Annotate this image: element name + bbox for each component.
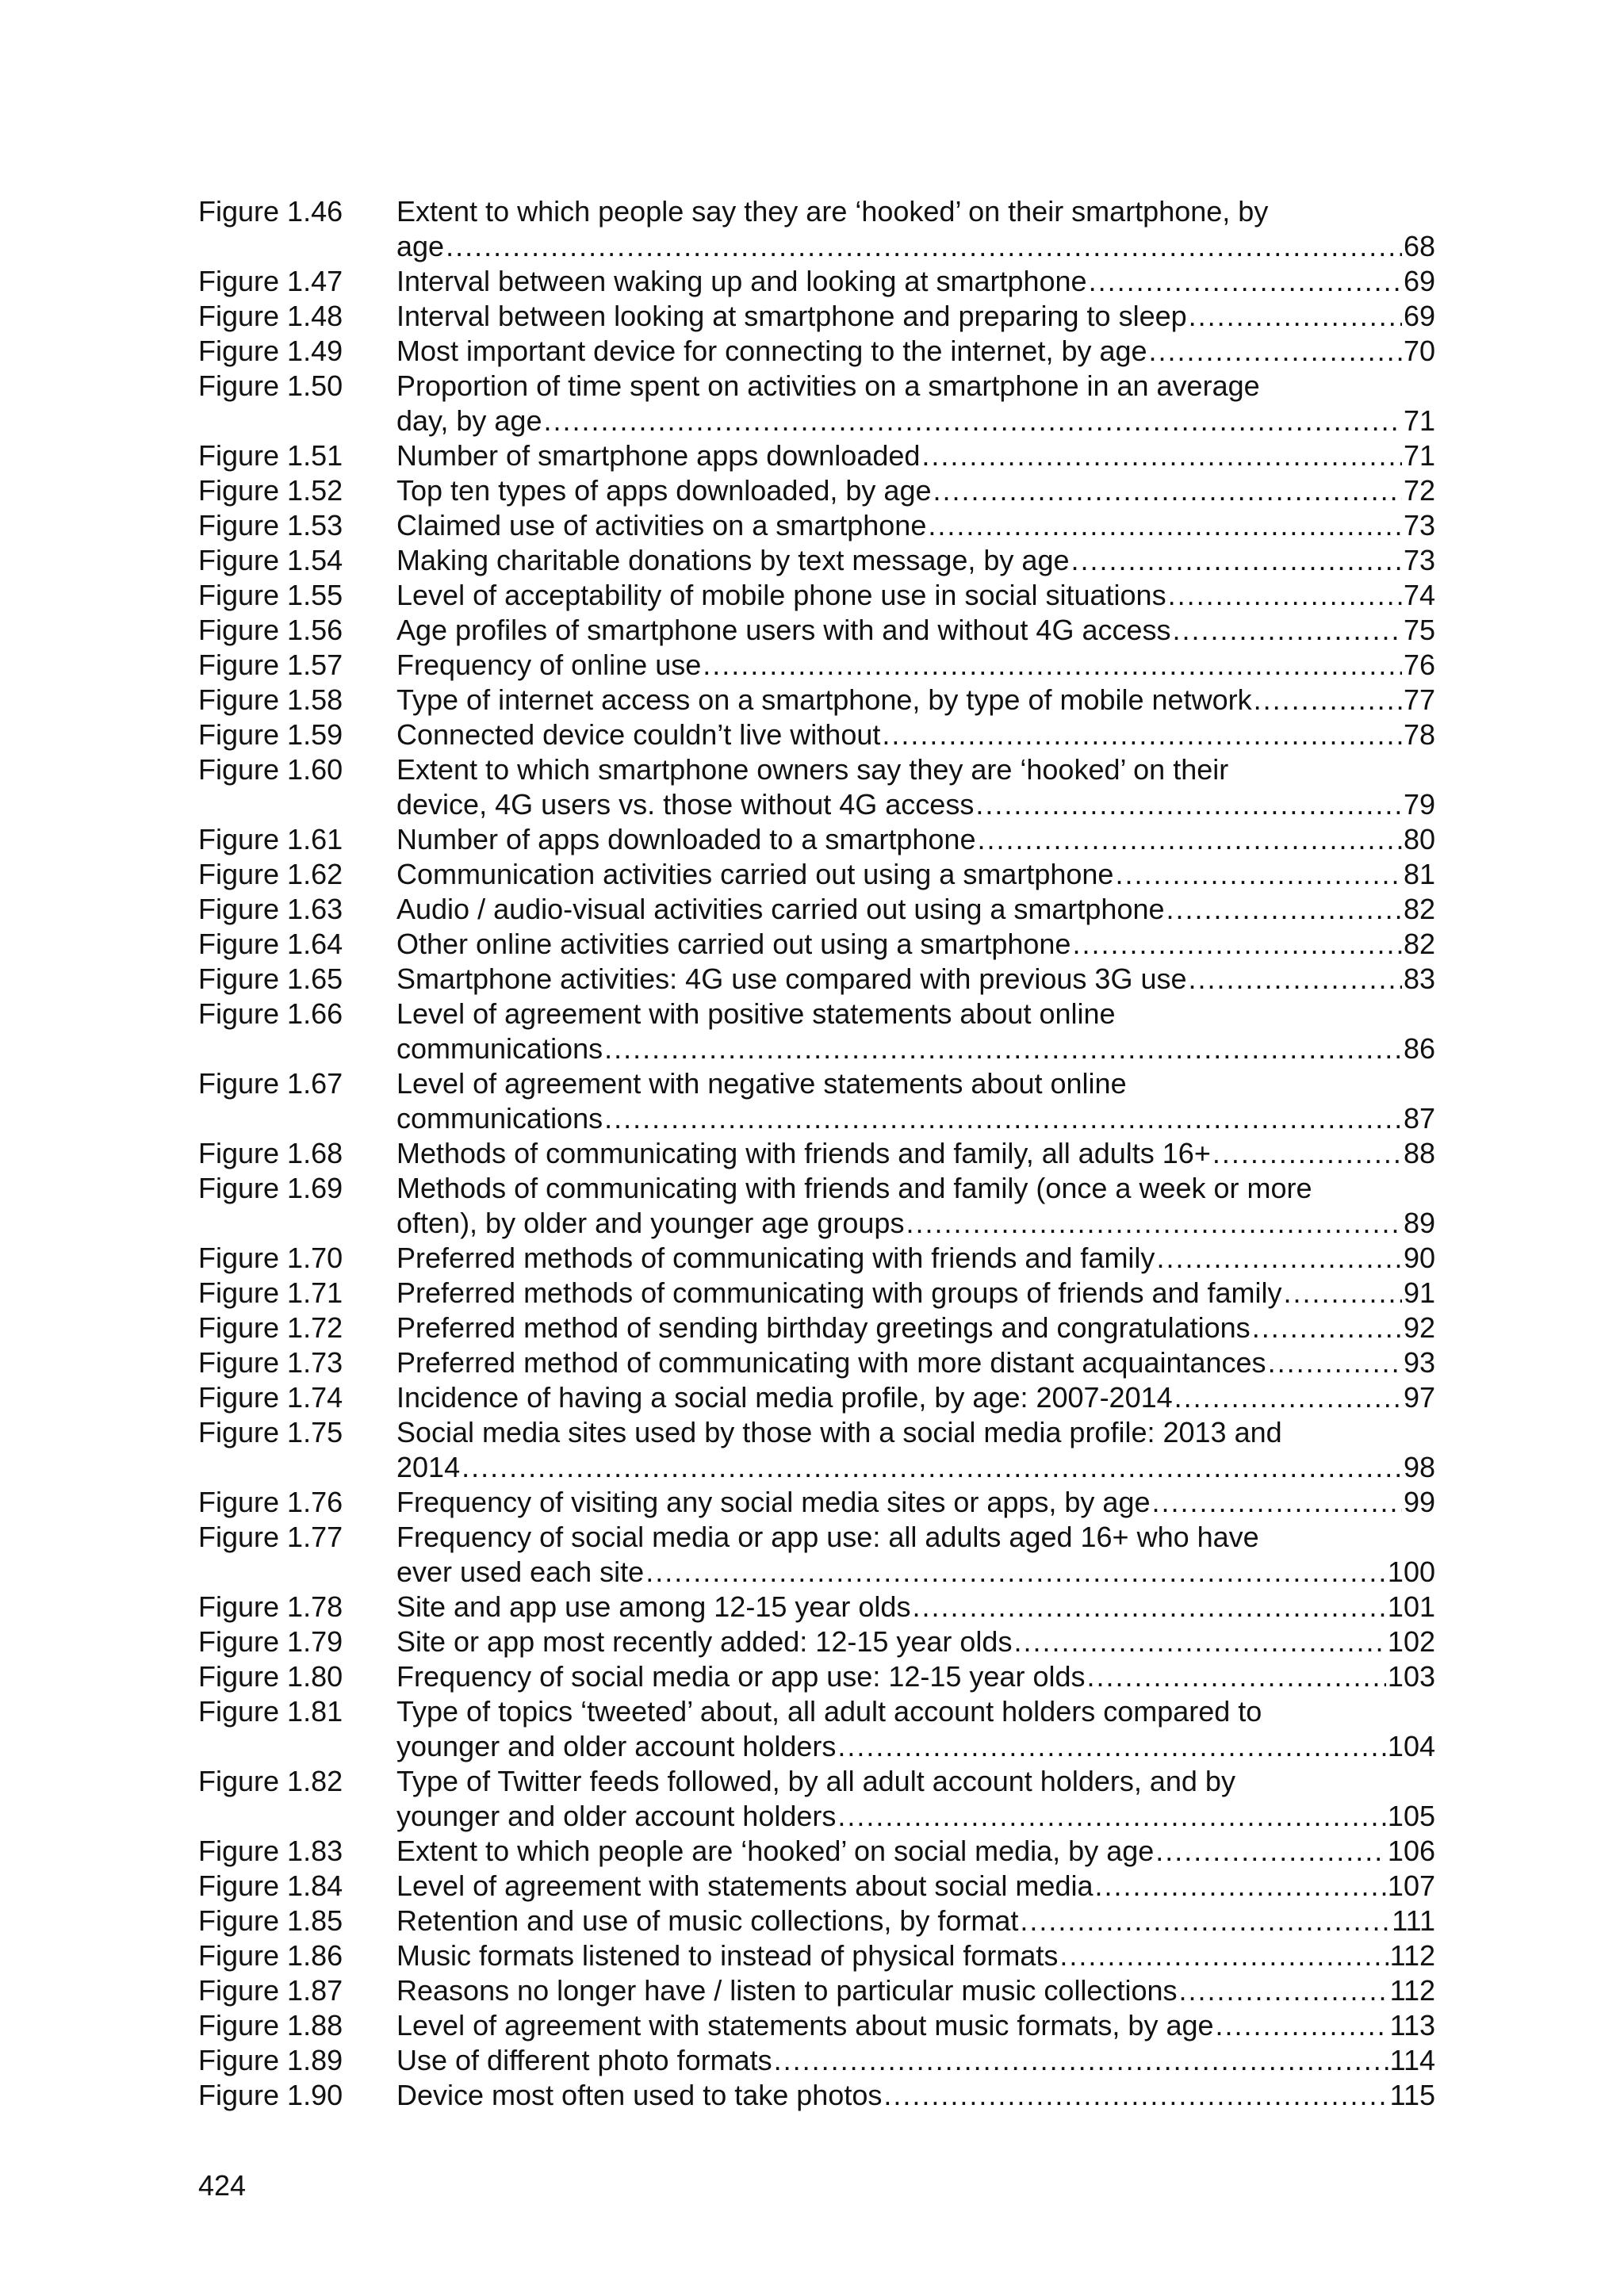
dot-leader bbox=[1149, 334, 1402, 369]
dot-leader bbox=[977, 822, 1401, 857]
toc-entry[interactable] bbox=[198, 752, 1435, 822]
figure-title-line: Type of internet access on a smartphone, by type of mobile network bbox=[396, 683, 1252, 716]
figure-label: Figure 1.61 bbox=[198, 823, 343, 855]
figure-title bbox=[396, 1520, 1435, 1590]
figure-title bbox=[396, 1904, 1435, 1938]
figure-label: Figure 1.82 bbox=[198, 1765, 343, 1797]
figure-title-line: Social media sites used by those with a social media profile: 2013 and bbox=[396, 1416, 1282, 1448]
figure-title-line: Methods of communicating with friends and family, all adults 16+ bbox=[396, 1137, 1211, 1169]
dot-leader bbox=[837, 1799, 1386, 1834]
figure-label: Figure 1.71 bbox=[198, 1276, 343, 1309]
figure-title bbox=[396, 1311, 1435, 1345]
page-reference: 112 bbox=[1389, 1974, 1435, 2007]
dot-leader bbox=[1173, 613, 1402, 648]
dot-leader bbox=[882, 718, 1402, 752]
table-of-figures bbox=[198, 194, 1435, 2113]
toc-entry[interactable] bbox=[198, 473, 1435, 508]
toc-entry[interactable] bbox=[198, 927, 1435, 962]
figure-label: Figure 1.90 bbox=[198, 2079, 343, 2111]
toc-entry[interactable] bbox=[198, 1311, 1435, 1345]
figure-title-line: Most important device for connecting to the internet, by age bbox=[396, 335, 1147, 367]
toc-entry[interactable] bbox=[198, 718, 1435, 752]
toc-entry[interactable] bbox=[198, 613, 1435, 648]
page-reference: 71 bbox=[1403, 404, 1435, 437]
figure-title bbox=[396, 857, 1435, 892]
page-reference: 112 bbox=[1389, 1939, 1435, 1972]
figure-title-line: Preferred methods of communicating with groups of friends and family bbox=[396, 1276, 1282, 1309]
figure-title-line: Interval between waking up and looking at smartphone bbox=[396, 265, 1087, 297]
page-reference: 73 bbox=[1403, 509, 1435, 541]
figure-title-line: Use of different photo formats bbox=[396, 2044, 772, 2076]
figure-title-line: Proportion of time spent on activities on a smartphone in an average bbox=[396, 369, 1260, 402]
figure-title bbox=[396, 369, 1435, 438]
figure-title-line: Making charitable donations by text message, by age bbox=[396, 544, 1070, 576]
dot-leader bbox=[1013, 1624, 1385, 1659]
figure-title bbox=[396, 927, 1435, 962]
toc-entry[interactable] bbox=[198, 962, 1435, 997]
figure-title-line: Interval between looking at smartphone and preparing to sleep bbox=[396, 300, 1187, 332]
toc-entry[interactable] bbox=[198, 1380, 1435, 1415]
page-reference: 104 bbox=[1387, 1730, 1435, 1762]
figure-title-line: Smartphone activities: 4G use compared with previous 3G use bbox=[396, 962, 1187, 995]
page-reference: 86 bbox=[1403, 1032, 1435, 1065]
figure-title-line: Device most often used to take photos bbox=[396, 2079, 883, 2111]
dot-leader bbox=[837, 1729, 1386, 1764]
figure-title-line: Communication activities carried out using a smartphone bbox=[396, 858, 1114, 890]
toc-entry[interactable] bbox=[198, 1276, 1435, 1311]
figure-label: Figure 1.60 bbox=[198, 753, 343, 786]
page-reference: 89 bbox=[1403, 1207, 1435, 1239]
page-reference: 106 bbox=[1387, 1835, 1435, 1867]
page-reference: 90 bbox=[1403, 1242, 1435, 1274]
figure-title bbox=[396, 473, 1435, 508]
figure-title bbox=[396, 2043, 1435, 2078]
figure-label: Figure 1.52 bbox=[198, 474, 343, 507]
figure-title bbox=[396, 2078, 1435, 2113]
toc-entry[interactable] bbox=[198, 822, 1435, 857]
figure-title-line: Age profiles of smartphone users with and without 4G access bbox=[396, 614, 1171, 646]
figure-label: Figure 1.49 bbox=[198, 335, 343, 367]
dot-leader bbox=[604, 1101, 1402, 1136]
page-reference: 99 bbox=[1403, 1486, 1435, 1518]
figure-title bbox=[396, 1485, 1435, 1520]
figure-title-line: often), by older and younger age groups bbox=[396, 1207, 905, 1239]
figure-title bbox=[396, 578, 1435, 613]
figure-title bbox=[396, 1694, 1435, 1764]
figure-title-line: Connected device couldn’t live without bbox=[396, 718, 881, 751]
page-reference: 100 bbox=[1387, 1556, 1435, 1588]
figure-label: Figure 1.77 bbox=[198, 1521, 343, 1553]
toc-entry[interactable] bbox=[198, 2043, 1435, 2078]
figure-title-line: Extent to which smartphone owners say they are ‘hooked’ on their bbox=[396, 753, 1229, 786]
toc-entry[interactable] bbox=[198, 1869, 1435, 1904]
dot-leader bbox=[906, 1206, 1402, 1241]
figure-title bbox=[396, 1415, 1435, 1485]
dot-leader bbox=[774, 2043, 1388, 2078]
figure-label: Figure 1.46 bbox=[198, 195, 343, 228]
figure-title-line: Claimed use of activities on a smartphone bbox=[396, 509, 927, 541]
figure-label: Figure 1.64 bbox=[198, 928, 343, 960]
figure-title bbox=[396, 997, 1435, 1066]
page-reference: 115 bbox=[1389, 2079, 1435, 2111]
page-reference: 69 bbox=[1403, 300, 1435, 332]
figure-title bbox=[396, 648, 1435, 683]
dot-leader bbox=[462, 1450, 1402, 1485]
page-reference: 103 bbox=[1387, 1660, 1435, 1693]
figure-label: Figure 1.53 bbox=[198, 509, 343, 541]
toc-entry[interactable] bbox=[198, 194, 1435, 264]
toc-entry[interactable] bbox=[198, 264, 1435, 299]
page-reference: 88 bbox=[1403, 1137, 1435, 1169]
dot-leader bbox=[883, 2078, 1388, 2113]
figure-title-line: Reasons no longer have / listen to particular music collections bbox=[396, 1974, 1178, 2007]
figure-label: Figure 1.72 bbox=[198, 1311, 343, 1344]
dot-leader bbox=[1115, 857, 1402, 892]
figure-label: Figure 1.81 bbox=[198, 1695, 343, 1728]
toc-entry[interactable] bbox=[198, 508, 1435, 543]
dot-leader bbox=[1059, 1938, 1388, 1973]
figure-label: Figure 1.75 bbox=[198, 1416, 343, 1448]
figure-label: Figure 1.47 bbox=[198, 265, 343, 297]
page-reference: 113 bbox=[1389, 2009, 1435, 2042]
dot-leader bbox=[543, 404, 1401, 438]
figure-title-line: younger and older account holders bbox=[396, 1730, 837, 1762]
figure-label: Figure 1.84 bbox=[198, 1869, 343, 1902]
toc-entry[interactable] bbox=[198, 1485, 1435, 1520]
figure-label: Figure 1.89 bbox=[198, 2044, 343, 2076]
figure-title bbox=[396, 1938, 1435, 1973]
figure-title bbox=[396, 1973, 1435, 2008]
figure-title bbox=[396, 508, 1435, 543]
dot-leader bbox=[1072, 927, 1402, 962]
page-reference: 97 bbox=[1403, 1381, 1435, 1414]
figure-title bbox=[396, 543, 1435, 578]
dot-leader bbox=[1189, 299, 1402, 334]
toc-entry[interactable] bbox=[198, 1973, 1435, 2008]
toc-entry[interactable] bbox=[198, 1938, 1435, 1973]
figure-title-line: Other online activities carried out using a smartphone bbox=[396, 928, 1071, 960]
figure-title bbox=[396, 1066, 1435, 1136]
figure-title-line: Frequency of social media or app use: all adults aged 16+ who have bbox=[396, 1521, 1259, 1553]
page-reference: 87 bbox=[1403, 1102, 1435, 1135]
figure-label: Figure 1.54 bbox=[198, 544, 343, 576]
page-reference: 91 bbox=[1403, 1276, 1435, 1309]
figure-title bbox=[396, 1276, 1435, 1311]
page-reference: 72 bbox=[1403, 474, 1435, 507]
figure-title bbox=[396, 962, 1435, 997]
toc-entry[interactable] bbox=[198, 1136, 1435, 1171]
figure-label: Figure 1.83 bbox=[198, 1835, 343, 1867]
toc-entry[interactable] bbox=[198, 1345, 1435, 1380]
figure-label: Figure 1.86 bbox=[198, 1939, 343, 1972]
figure-label: Figure 1.76 bbox=[198, 1486, 343, 1518]
page-reference: 81 bbox=[1403, 858, 1435, 890]
figure-label: Figure 1.87 bbox=[198, 1974, 343, 2007]
dot-leader bbox=[1268, 1345, 1402, 1380]
toc-entry[interactable] bbox=[198, 2078, 1435, 2113]
figure-title-line: Frequency of visiting any social media sites or apps, by age bbox=[396, 1486, 1151, 1518]
figure-label: Figure 1.51 bbox=[198, 439, 343, 472]
dot-leader bbox=[975, 787, 1402, 822]
figure-title-line: Extent to which people say they are ‘hooked’ on their smartphone, by bbox=[396, 195, 1269, 228]
figure-label: Figure 1.57 bbox=[198, 649, 343, 681]
figure-label: Figure 1.48 bbox=[198, 300, 343, 332]
dot-leader bbox=[1284, 1276, 1402, 1311]
dot-leader bbox=[1020, 1904, 1390, 1938]
figure-title-line: Level of agreement with statements about music formats, by age bbox=[396, 2009, 1214, 2042]
figure-title bbox=[396, 1345, 1435, 1380]
page-reference: 93 bbox=[1403, 1346, 1435, 1379]
dot-leader bbox=[1094, 1869, 1385, 1904]
figure-title bbox=[396, 822, 1435, 857]
dot-leader bbox=[928, 508, 1402, 543]
figure-title bbox=[396, 1590, 1435, 1624]
dot-leader bbox=[1086, 1659, 1385, 1694]
dot-leader bbox=[921, 438, 1402, 473]
page-reference: 92 bbox=[1403, 1311, 1435, 1344]
page-reference: 111 bbox=[1392, 1904, 1435, 1937]
figure-title-line: Site or app most recently added: 12-15 year olds bbox=[396, 1625, 1013, 1658]
figure-title-line: 2014 bbox=[396, 1451, 461, 1483]
dot-leader bbox=[1254, 683, 1402, 718]
toc-entry[interactable] bbox=[198, 543, 1435, 578]
toc-entry[interactable] bbox=[198, 1415, 1435, 1485]
page-reference: 75 bbox=[1403, 614, 1435, 646]
dot-leader bbox=[1155, 1834, 1386, 1869]
toc-entry[interactable] bbox=[198, 369, 1435, 438]
toc-entry[interactable] bbox=[198, 334, 1435, 369]
figure-title bbox=[396, 1171, 1435, 1241]
dot-leader bbox=[1216, 2008, 1388, 2043]
figure-title-line: Type of topics ‘tweeted’ about, all adult account holders compared to bbox=[396, 1695, 1262, 1728]
page-reference: 68 bbox=[1403, 230, 1435, 262]
figure-label: Figure 1.56 bbox=[198, 614, 343, 646]
figure-title bbox=[396, 1764, 1435, 1834]
dot-leader bbox=[1212, 1136, 1402, 1171]
figure-title bbox=[396, 264, 1435, 299]
toc-entry[interactable] bbox=[198, 997, 1435, 1066]
page-reference: 77 bbox=[1403, 683, 1435, 716]
toc-entry[interactable] bbox=[198, 857, 1435, 892]
figure-title bbox=[396, 1380, 1435, 1415]
toc-entry[interactable] bbox=[198, 1834, 1435, 1869]
toc-entry[interactable] bbox=[198, 1624, 1435, 1659]
figure-label: Figure 1.68 bbox=[198, 1137, 343, 1169]
figure-label: Figure 1.85 bbox=[198, 1904, 343, 1937]
figure-title bbox=[396, 752, 1435, 822]
figure-title-line: Preferred methods of communicating with friends and family bbox=[396, 1242, 1155, 1274]
toc-entry[interactable] bbox=[198, 892, 1435, 927]
figure-title-line: ever used each site bbox=[396, 1556, 645, 1588]
figure-label: Figure 1.70 bbox=[198, 1242, 343, 1274]
toc-entry[interactable] bbox=[198, 648, 1435, 683]
figure-title bbox=[396, 718, 1435, 752]
toc-entry[interactable] bbox=[198, 438, 1435, 473]
toc-entry[interactable] bbox=[198, 683, 1435, 718]
figure-title bbox=[396, 438, 1435, 473]
dot-leader bbox=[912, 1590, 1385, 1624]
figure-label: Figure 1.67 bbox=[198, 1067, 343, 1100]
dot-leader bbox=[1089, 264, 1402, 299]
figure-label: Figure 1.66 bbox=[198, 997, 343, 1030]
dot-leader bbox=[1252, 1311, 1402, 1345]
figure-label: Figure 1.78 bbox=[198, 1590, 343, 1623]
figure-label: Figure 1.65 bbox=[198, 962, 343, 995]
dot-leader bbox=[1166, 892, 1402, 927]
figure-title-line: Incidence of having a social media profile, by age: 2007-2014 bbox=[396, 1381, 1173, 1414]
figure-title bbox=[396, 2008, 1435, 2043]
figure-title bbox=[396, 683, 1435, 718]
page-reference: 83 bbox=[1403, 962, 1435, 995]
figure-title bbox=[396, 1136, 1435, 1171]
figure-title-line: Preferred method of communicating with more distant acquaintances bbox=[396, 1346, 1266, 1379]
figure-title-line: Music formats listened to instead of physical formats bbox=[396, 1939, 1059, 1972]
page-reference: 78 bbox=[1403, 718, 1435, 751]
figure-title-line: Top ten types of apps downloaded, by age bbox=[396, 474, 932, 507]
figure-title-line: day, by age bbox=[396, 404, 542, 437]
figure-title-line: Methods of communicating with friends and family (once a week or more bbox=[396, 1172, 1312, 1204]
figure-title-line: Number of smartphone apps downloaded bbox=[396, 439, 921, 472]
figure-title-line: Audio / audio-visual activities carried out using a smartphone bbox=[396, 893, 1165, 925]
toc-entry[interactable] bbox=[198, 1694, 1435, 1764]
figure-label: Figure 1.79 bbox=[198, 1625, 343, 1658]
figure-title bbox=[396, 194, 1435, 264]
figure-label: Figure 1.74 bbox=[198, 1381, 343, 1414]
page-reference: 107 bbox=[1387, 1869, 1435, 1902]
page-reference: 114 bbox=[1389, 2044, 1435, 2076]
page-reference: 79 bbox=[1403, 788, 1435, 821]
toc-entry[interactable] bbox=[198, 1171, 1435, 1241]
toc-entry[interactable] bbox=[198, 1590, 1435, 1624]
page-reference: 71 bbox=[1403, 439, 1435, 472]
figure-label: Figure 1.73 bbox=[198, 1346, 343, 1379]
dot-leader bbox=[645, 1555, 1386, 1590]
dot-leader bbox=[1156, 1241, 1402, 1276]
page-number: 424 bbox=[198, 2169, 247, 2202]
figure-title-line: Site and app use among 12-15 year olds bbox=[396, 1590, 911, 1623]
dot-leader bbox=[703, 648, 1402, 683]
figure-title-line: age bbox=[396, 230, 445, 262]
figure-title-line: Retention and use of music collections, by format bbox=[396, 1904, 1019, 1937]
page-reference: 69 bbox=[1403, 265, 1435, 297]
figure-title-line: Level of agreement with positive statements about online bbox=[396, 997, 1116, 1030]
figure-title-line: Frequency of online use bbox=[396, 649, 702, 681]
figure-title bbox=[396, 1659, 1435, 1694]
figure-label: Figure 1.62 bbox=[198, 858, 343, 890]
figure-title-line: Level of acceptability of mobile phone use in social situations bbox=[396, 579, 1166, 611]
toc-entry[interactable] bbox=[198, 2008, 1435, 2043]
page-reference: 73 bbox=[1403, 544, 1435, 576]
page-reference: 76 bbox=[1403, 649, 1435, 681]
figure-title bbox=[396, 1869, 1435, 1904]
dot-leader bbox=[1151, 1485, 1401, 1520]
dot-leader bbox=[1189, 962, 1402, 997]
page-reference: 82 bbox=[1403, 893, 1435, 925]
figure-label: Figure 1.50 bbox=[198, 369, 343, 402]
figure-title-line: Extent to which people are ‘hooked’ on social media, by age bbox=[396, 1835, 1155, 1867]
page-reference: 102 bbox=[1387, 1625, 1435, 1658]
figure-title-line: Level of agreement with statements about social media bbox=[396, 1869, 1094, 1902]
figure-title bbox=[396, 1834, 1435, 1869]
dot-leader bbox=[1168, 578, 1402, 613]
toc-entry[interactable] bbox=[198, 1066, 1435, 1136]
toc-entry[interactable] bbox=[198, 1241, 1435, 1276]
toc-entry[interactable] bbox=[198, 299, 1435, 334]
figure-title-line: communications bbox=[396, 1102, 603, 1135]
figure-title-line: younger and older account holders bbox=[396, 1800, 837, 1832]
figure-title bbox=[396, 334, 1435, 369]
toc-entry[interactable] bbox=[198, 578, 1435, 613]
dot-leader bbox=[604, 1031, 1402, 1066]
figure-label: Figure 1.55 bbox=[198, 579, 343, 611]
figure-label: Figure 1.88 bbox=[198, 2009, 343, 2042]
figure-title bbox=[396, 299, 1435, 334]
dot-leader bbox=[1071, 543, 1402, 578]
figure-title bbox=[396, 892, 1435, 927]
toc-entry[interactable] bbox=[198, 1659, 1435, 1694]
figure-label: Figure 1.63 bbox=[198, 893, 343, 925]
figure-label: Figure 1.69 bbox=[198, 1172, 343, 1204]
figure-title bbox=[396, 613, 1435, 648]
figure-title-line: Number of apps downloaded to a smartphone bbox=[396, 823, 976, 855]
figure-title-line: Level of agreement with negative statements about online bbox=[396, 1067, 1127, 1100]
page-reference: 98 bbox=[1403, 1451, 1435, 1483]
page-reference: 101 bbox=[1387, 1590, 1435, 1623]
page-reference: 82 bbox=[1403, 928, 1435, 960]
page-reference: 105 bbox=[1387, 1800, 1435, 1832]
dot-leader bbox=[933, 473, 1402, 508]
figure-label: Figure 1.80 bbox=[198, 1660, 343, 1693]
page-reference: 80 bbox=[1403, 823, 1435, 855]
figure-label: Figure 1.58 bbox=[198, 683, 343, 716]
toc-entry[interactable] bbox=[198, 1764, 1435, 1834]
figure-title-line: device, 4G users vs. those without 4G access bbox=[396, 788, 975, 821]
dot-leader bbox=[446, 229, 1402, 264]
figure-title-line: communications bbox=[396, 1032, 603, 1065]
figure-title-line: Type of Twitter feeds followed, by all adult account holders, and by bbox=[396, 1765, 1235, 1797]
figure-title-line: Preferred method of sending birthday greetings and congratulations bbox=[396, 1311, 1251, 1344]
dot-leader bbox=[1179, 1973, 1388, 2008]
toc-entry[interactable] bbox=[198, 1520, 1435, 1590]
figure-title bbox=[396, 1241, 1435, 1276]
page-reference: 74 bbox=[1403, 579, 1435, 611]
dot-leader bbox=[1174, 1380, 1402, 1415]
figure-title bbox=[396, 1624, 1435, 1659]
figure-title-line: Frequency of social media or app use: 12-15 year olds bbox=[396, 1660, 1086, 1693]
page-reference: 70 bbox=[1403, 335, 1435, 367]
figure-label: Figure 1.59 bbox=[198, 718, 343, 751]
toc-entry[interactable] bbox=[198, 1904, 1435, 1938]
